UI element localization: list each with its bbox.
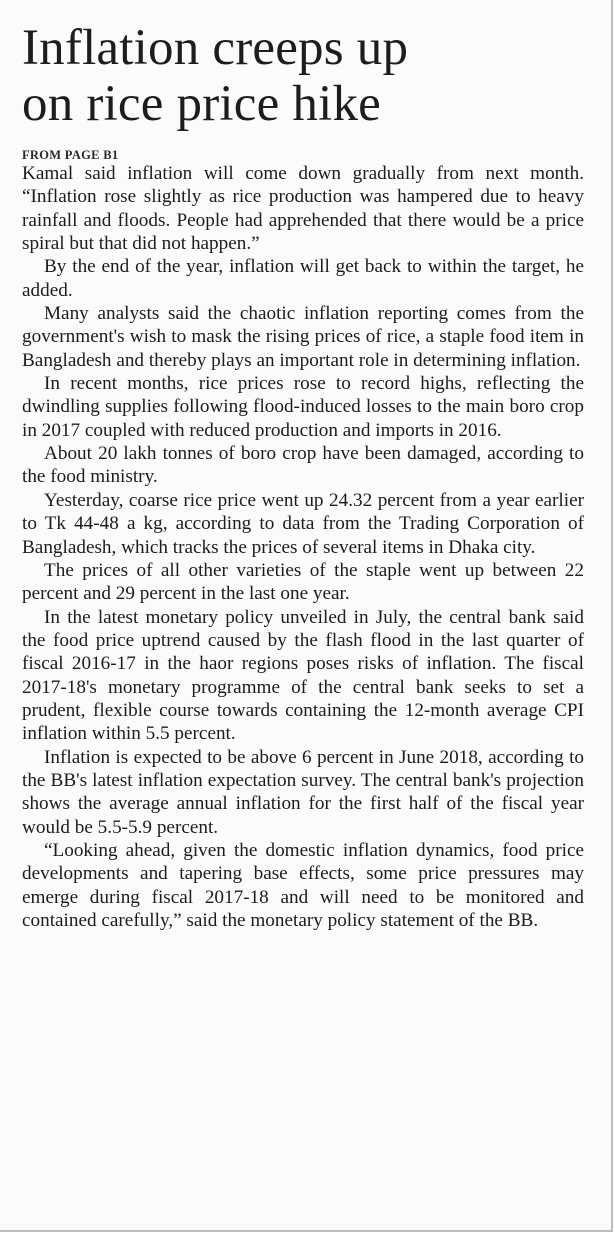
paragraph: About 20 lakh tonnes of boro crop have been damaged, according to the food ministry. [22, 443, 584, 488]
dateline: FROM PAGE B1 [22, 148, 119, 162]
paragraph: “Looking ahead, given the domestic inflation dynamics, food price developments and tapering base effects, some price pressures may emerge during fiscal 2017-18 and will need to be monitored and contained carefully,” said the monetary policy statement of the BB. [22, 839, 584, 931]
article-body [22, 162, 584, 932]
paragraph: Kamal said inflation will come down gradually from next month. “Inflation rose slightly as rice production was hampered due to heavy rainfall and floods. People had apprehended that there would be a price spiral but that did not happen.” [22, 163, 584, 255]
paragraph: In the latest monetary policy unveiled in July, the central bank said the food price uptrend caused by the flash flood in the last quarter of fiscal 2016-17 in the haor regions poses risks of inflation. The fiscal 2017-18's monetary programme of the central bank seeks to set a prudent, flexible course towards containing the 12-month average CPI inflation within 5.5 percent. [22, 606, 584, 745]
paragraph: Inflation is expected to be above 6 percent in June 2018, according to the BB's latest inflation expectation survey. The central bank's projection shows the average annual inflation for the first half of the fiscal year would be 5.5-5.9 percent. [22, 746, 584, 838]
paragraph: By the end of the year, inflation will get back to within the target, he added. [22, 256, 584, 301]
headline-line-1: Inflation creeps up [22, 20, 409, 76]
paragraph: Yesterday, coarse rice price went up 24.32 percent from a year earlier to Tk 44-48 a kg, according to data from the Trading Corporation of Bangladesh, which tracks the prices of several items in Dhaka city. [22, 489, 584, 558]
headline-line-2: on rice price hike [22, 76, 382, 132]
headline [22, 20, 602, 132]
paragraph: In recent months, rice prices rose to record highs, reflecting the dwindling supplies following flood-induced losses to the main boro crop in 2017 coupled with reduced production and imports in 2016. [22, 373, 584, 441]
paragraph: Many analysts said the chaotic inflation reporting comes from the government's wish to mask the rising prices of rice, a staple food item in Bangladesh and thereby plays an important role in determining inflation. [22, 303, 584, 371]
paragraph: The prices of all other varieties of the staple went up between 22 percent and 29 percent in the last one year. [22, 559, 584, 605]
